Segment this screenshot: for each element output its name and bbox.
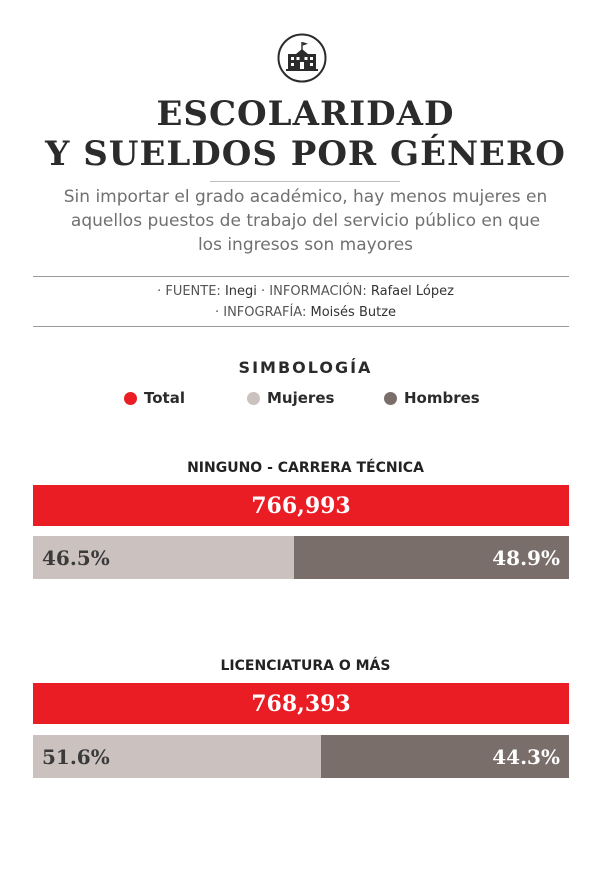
bar-mujeres-label: 51.6% [42,744,110,769]
section-title-ninguno: NINGUNO - CARRERA TÉCNICA [187,460,424,476]
legend-label-total: Total [144,389,185,407]
infografia-label: · INFOGRAFÍA: [214,305,307,320]
bar-hombres-licenciatura [321,735,569,778]
school-building-icon [277,33,327,83]
bar-total-label: 766,993 [251,492,351,519]
legend-dot-hombres [384,392,397,405]
title-divider [210,181,400,182]
bar-hombres-label: 48.9% [492,545,560,570]
bar-hombres-label: 44.3% [492,744,560,769]
section-title-licenciatura: LICENCIATURA O MÁS [220,658,391,674]
bar-mujeres-licenciatura [33,735,321,778]
legend-item-hombres [384,387,480,409]
legend-item-mujeres [247,387,334,409]
bar-mujeres-label: 46.5% [42,545,110,570]
bar-total-ninguno [33,485,569,526]
split-bar-licenciatura [33,735,569,778]
informacion-label: · INFORMACIÓN: [261,284,367,299]
infografia-value: Moisés Butze [310,305,397,320]
bar-mujeres-ninguno [33,536,294,579]
legend-title: SIMBOLOGÍA [238,358,373,377]
credits-top-divider [33,276,569,277]
credits-bottom-divider [33,326,569,327]
subtitle [60,185,551,257]
legend-dot-mujeres [247,392,260,405]
legend-label-mujeres: Mujeres [267,389,335,407]
legend-item-total [124,387,185,409]
subtitle-line: Sin importar el grado académico, hay menos mujeres en [63,187,548,207]
page-title-line2: Y SUELDOS POR GÉNERO [45,134,566,174]
legend-label-hombres: Hombres [404,389,480,407]
page-title-line1: ESCOLARIDAD [156,94,455,134]
bar-total-licenciatura [33,683,569,724]
subtitle-line: aquellos puestos de trabajo del servicio público en que [70,211,541,231]
legend-dot-total [124,392,137,405]
subtitle-line: los ingresos son mayores [197,235,414,255]
split-bar-ninguno [33,536,569,579]
credits-line-2 [0,302,611,324]
fuente-label: · FUENTE: [157,284,221,299]
fuente-value: Inegi [224,284,257,299]
bar-hombres-ninguno [294,536,569,579]
credits-line-1 [0,281,611,303]
bar-total-label: 768,393 [251,690,351,717]
informacion-value: Rafael López [370,284,454,299]
